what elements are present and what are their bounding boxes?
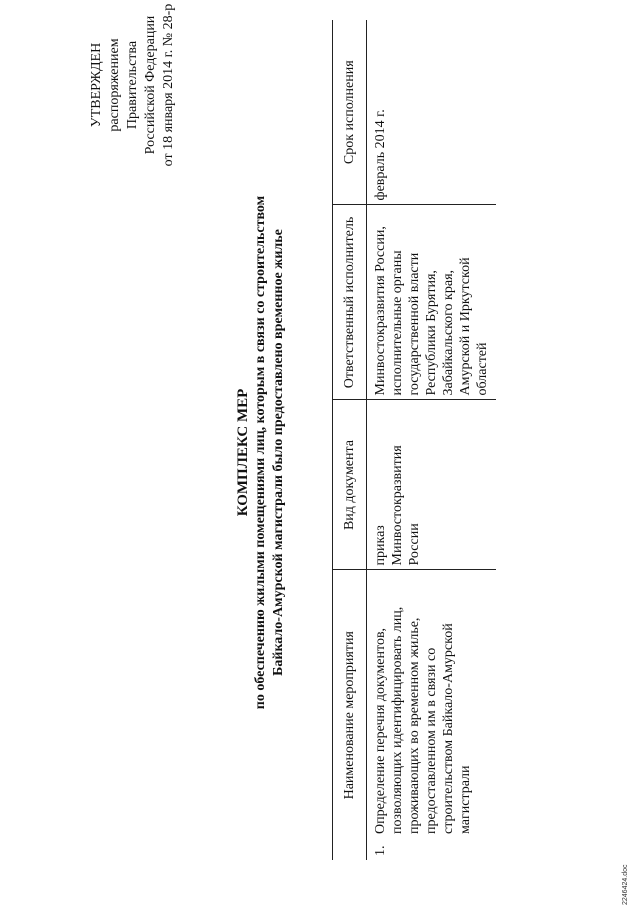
measures-table: [332, 20, 496, 860]
header-deadline: Срок исполнения: [333, 20, 367, 205]
approval-line: распоряжением Правительства: [107, 38, 140, 132]
table-row: [367, 20, 497, 860]
cell-document-type: приказ Минвостокразвития России: [367, 400, 497, 570]
table-header-row: [333, 20, 367, 860]
row-number: 1.: [373, 845, 388, 856]
cell-deadline: февраль 2014 г.: [373, 109, 388, 201]
approval-block: [88, 0, 178, 170]
approval-line: Российской Федерации: [143, 15, 158, 155]
header-document-type: Вид документа: [333, 400, 367, 570]
title-subtitle-line: по обеспечению жилыми помещениями лиц, которым в связи со строительством: [253, 195, 268, 710]
cell-measure-name: Определение перечня документов, позволяющих идентифицировать лиц, проживающих во временном жилье, предоставленном им в связи со строительством Байкало-Амурской магистрали: [373, 606, 473, 834]
file-label: 2246424.doc: [622, 864, 629, 905]
cell-measure: [367, 570, 497, 860]
cell-executor: Минвостокразвития России, исполнительные органы государственной власти Республики Бурятия, Забайкальского края, Амурской и Иркутской областей: [367, 205, 497, 400]
header-measure-name: Наименование мероприятия: [333, 570, 367, 860]
approval-date: от 18 января 2014 г. № 28-р: [161, 3, 176, 167]
approval-title: УТВЕРЖДЕН: [89, 42, 104, 128]
header-executor: Ответственный исполнитель: [333, 205, 367, 400]
title-main: КОМПЛЕКС МЕР: [235, 388, 251, 517]
title-subtitle-line: Байкало-Амурской магистрали было предоставлено временное жилье: [271, 229, 286, 676]
document-title: [234, 0, 288, 905]
